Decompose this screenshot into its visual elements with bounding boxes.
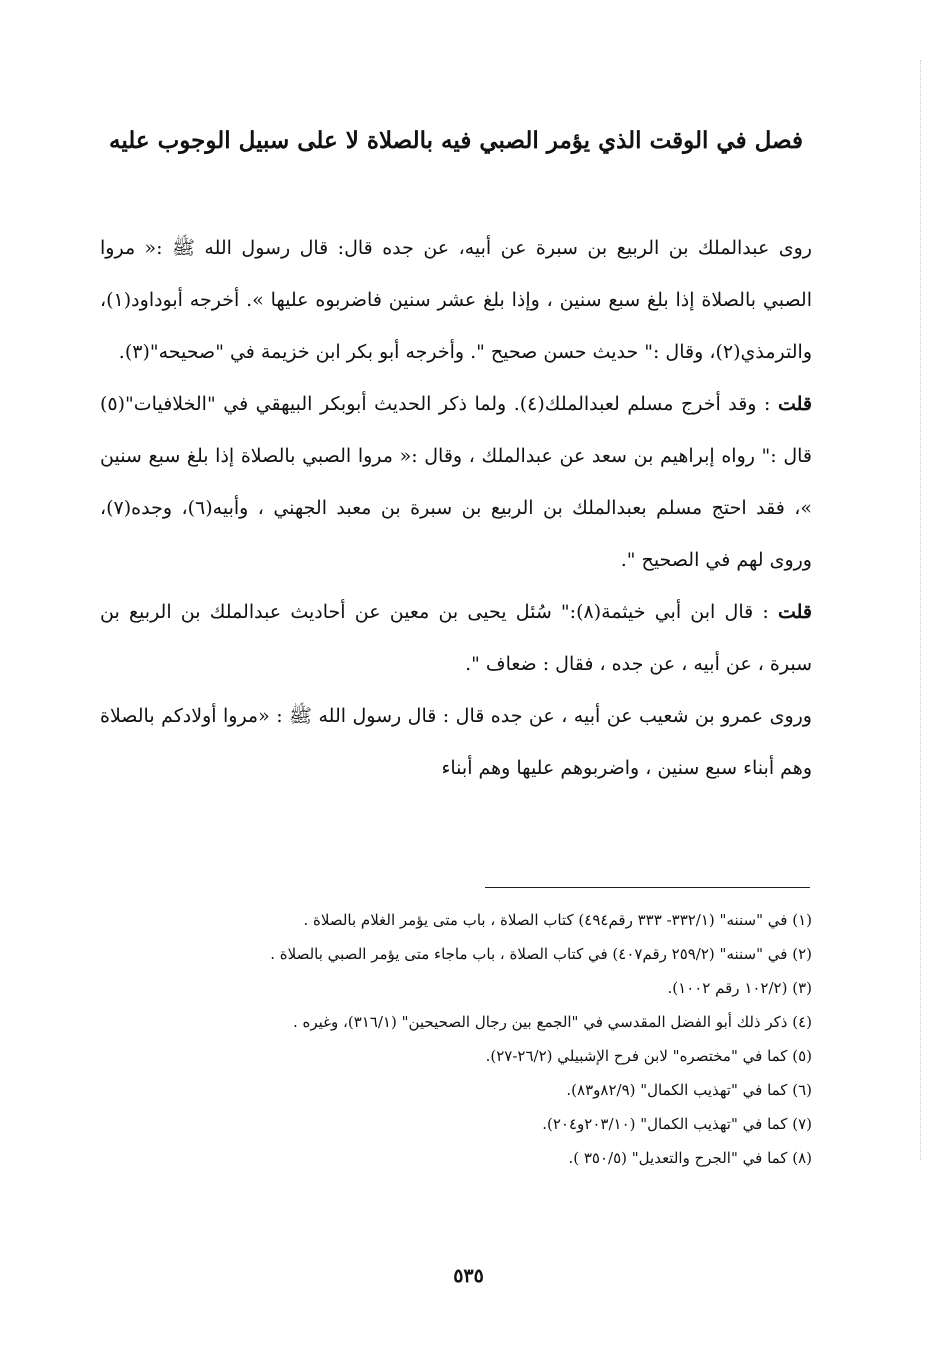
- footnote: (٦) كما في "تهذيب الكمال" (٨٢/٩و٨٣).: [566, 1081, 812, 1099]
- footnote: (٨) كما في "الجرح والتعديل" (٣٥٠/٥ ).: [568, 1149, 812, 1167]
- footnotes: [100, 903, 812, 1175]
- paragraph: [100, 690, 812, 794]
- paragraph: [100, 586, 812, 690]
- footnote: (٤) ذكر ذلك أبو الفضل المقدسي في "الجمع بين رجال الصحيحين" (٣١٦/١)، وغيره .: [292, 1013, 812, 1031]
- main-text: [100, 222, 812, 794]
- paragraph-text: : وقد أخرج مسلم لعبدالملك(٤). ولما ذكر الحديث أبوبكر البيهقي في "الخلافيات"(٥) قال :" رواه إبراهيم بن سعد عن عبدالملك ، وقال :« مروا الصبي بالصلاة إذا بلغ سبع سنين »، فقد احتج مسلم بعبدالملك بن الربيع بن سبرة بن معبد الجهني ، وأبيه(٦)، وجده(٧)، وروى لهم في الصحيح ".: [100, 393, 812, 571]
- chapter-title: فصل في الوقت الذي يؤمر الصبي فيه بالصلاة لا على سبيل الوجوب عليه: [109, 127, 803, 154]
- footnote: (١) في "سننه" (٣٣٢/١- ٣٣٣ رقم٤٩٤) كتاب الصلاة ، باب متى يؤمر الغلام بالصلاة .: [303, 911, 812, 929]
- paragraph-text: روى عبدالملك بن الربيع بن سبرة عن أبيه، عن جده قال: قال رسول الله ﷺ :« مروا الصبي بالصلاة إذا بلغ سبع سنين ، وإذا بلغ عشر سنين فاضربوه عليها ». أخرجه أبوداود(١)، والترمذي(٢)، وقال :" حديث حسن صحيح ". وأخرجه أبو بكر ابن خزيمة في "صحيحه"(٣).: [100, 237, 812, 363]
- paragraph: [100, 378, 812, 586]
- paragraph-text: وروى عمرو بن شعيب عن أبيه ، عن جده قال : قال رسول الله ﷺ : «مروا أولادكم بالصلاة وهم أبناء سبع سنين ، واضربوهم عليها وهم أبناء: [100, 705, 812, 779]
- footnote: (٢) في "سننه" (٢٥٩/٢ رقم٤٠٧) في كتاب الصلاة ، باب ماجاء متى يؤمر الصبي بالصلاة .: [270, 945, 812, 963]
- footnote-separator: [485, 887, 810, 888]
- footnote: (٧) كما في "تهذيب الكمال" (٢٠٣/١٠و٢٠٤).: [542, 1115, 812, 1133]
- paragraph-lead: قلت: [777, 393, 812, 415]
- margin-dotted-line: [920, 60, 921, 1160]
- paragraph-text: : قال ابن أبي خيثمة(٨):" سُئل يحيى بن معين عن أحاديث عبدالملك بن الربيع بن سبرة ، عن أبيه ، عن جده ، فقال : ضعاف ".: [100, 601, 812, 675]
- page-number: ٥٣٥: [453, 1265, 484, 1287]
- paragraph: [100, 222, 812, 378]
- footnote: (٣) (١٠٢/٢ رقم ١٠٠٢).: [667, 979, 812, 997]
- footnote: (٥) كما في "مختصره" لابن فرح الإشبيلي (٢٦/٢-٢٧).: [485, 1047, 812, 1065]
- paragraph-lead: قلت: [777, 601, 812, 623]
